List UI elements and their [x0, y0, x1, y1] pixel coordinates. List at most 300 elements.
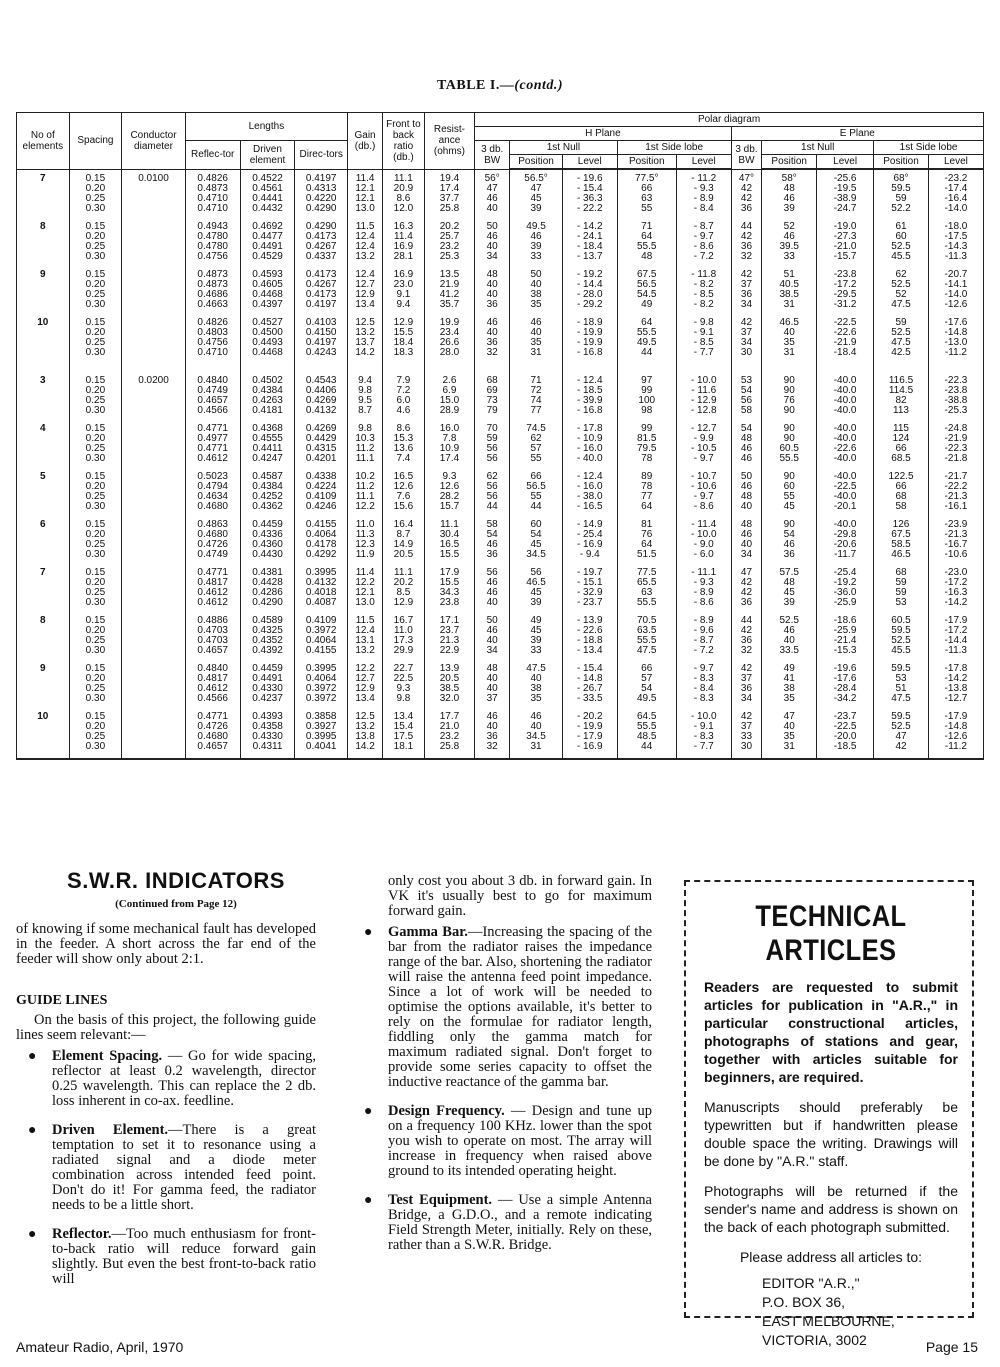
cell-driven: 0.4522 0.4561 0.4441 0.4432 [240, 169, 295, 218]
cell-directors: 0.4173 0.4267 0.4173 0.4197 [295, 266, 348, 314]
table-row [17, 468, 984, 516]
cell-e-bw: 44 42 36 32 [731, 612, 762, 660]
guide-item-test-equipment: ● Test Equipment. — Use a simple Antenna Bridge, a G.D.O., and a remote indicating Field Strength Meter, initially. Rely on these, rather than a S.W.R. Bridge. [364, 1192, 652, 1253]
cell-resistance: 13.5 21.9 41.2 35.7 [424, 266, 474, 314]
header-h-plane: H Plane [475, 127, 731, 141]
cell-h-side-position: 99 81.5 79.5 78 [617, 420, 676, 468]
header-h-null: 1st Null [510, 141, 617, 155]
header-spacing: Spacing [69, 113, 122, 170]
cell-e-bw: 42 37 34 30 [731, 314, 762, 362]
cell-conductor [122, 218, 186, 266]
cell-h-null-position: 46 40 34.5 31 [510, 708, 563, 759]
cell-resistance: 19.4 17.4 37.7 25.8 [424, 169, 474, 218]
cell-directors: 0.4109 0.3972 0.4064 0.4155 [295, 612, 348, 660]
table-body [17, 169, 984, 759]
cell-e-null-level: -25.4 -19.2 -36.0 -25.9 [817, 564, 874, 612]
header-e-null: 1st Null [762, 141, 874, 155]
bullet-icon: ● [364, 925, 373, 940]
bullet-icon: ● [28, 1049, 37, 1064]
cell-driven: 0.4368 0.4555 0.4411 0.4247 [240, 420, 295, 468]
cell-e-null-level: -22.5 -22.6 -21.9 -18.4 [817, 314, 874, 362]
cell-e-side-level: -21.7 -22.2 -21.3 -16.1 [928, 468, 983, 516]
cell-h-bw: 68 69 73 79 [475, 362, 510, 420]
cell-resistance: 13.9 20.5 38.5 32.0 [424, 660, 474, 708]
address-line: EAST MELBOURNE, [762, 1313, 895, 1329]
table-row [17, 362, 984, 420]
cell-spacing: 0.15 0.20 0.25 0.30 [69, 708, 122, 759]
cell-h-side-level: - 10.0 - 9.1 - 8.3 - 7.7 [676, 708, 731, 759]
cell-directors: 0.4269 0.4429 0.4315 0.4201 [295, 420, 348, 468]
header-h-side-level: Level [676, 155, 731, 170]
cell-directors: 0.4103 0.4150 0.4197 0.4243 [295, 314, 348, 362]
cell-h-null-position: 56.5° 47 45 39 [510, 169, 563, 218]
bullet-icon: ● [28, 1227, 37, 1242]
technical-articles-manuscripts: Manuscripts should preferably be typewritten but if handwritten please double space the writing. Drawings will be done by "A.R." staff. [704, 1099, 958, 1169]
table-row [17, 612, 984, 660]
cell-no-elements: 3 [17, 362, 70, 420]
cell-e-side-position: 68° 59.5 59 52.2 [874, 169, 929, 218]
cell-h-null-level: - 19.6 - 15.4 - 36.3 - 22.2 [562, 169, 617, 218]
article-mid-intro: only cost you about 3 db. in forward gain. In VK it's usually best to go for maximum forward gain. [388, 873, 652, 919]
article-intro: of knowing if some mechanical fault has developed in the feeder. A short across the far end of the feeder will show only about 2:1. [16, 921, 316, 967]
header-e-side-position: Position [874, 155, 929, 170]
cell-h-side-level: - 11.8 - 8.2 - 8.5 - 8.2 [676, 266, 731, 314]
cell-front-back: 8.6 15.3 13.6 7.4 [383, 420, 425, 468]
cell-h-bw: 70 59 56 56 [475, 420, 510, 468]
cell-e-null-position: 49 41 38 35 [762, 660, 817, 708]
cell-h-side-position: 71 64 55.5 48 [617, 218, 676, 266]
cell-h-null-level: - 14.2 - 24.1 - 18.4 - 13.7 [562, 218, 617, 266]
table-row [17, 218, 984, 266]
table-row [17, 169, 984, 218]
cell-e-side-position: 68 59 59 53 [874, 564, 929, 612]
guide-list-mid [360, 925, 652, 1253]
header-driven: Driven element [240, 141, 295, 170]
header-resistance: Resist-ance (ohms) [424, 113, 474, 170]
address-line: P.O. BOX 36, [762, 1294, 846, 1310]
guide-item-design-frequency: ● Design Frequency. — Design and tune up on a frequency 100 KHz. lower than the spot you wish to operate on most. The array will increase in frequency when raised above ground to its intended operating height. [364, 1103, 653, 1179]
bullet-icon: ● [364, 1104, 373, 1119]
cell-h-null-level: - 17.8 - 10.9 - 16.0 - 40.0 [562, 420, 617, 468]
cell-spacing: 0.15 0.20 0.25 0.30 [69, 468, 122, 516]
cell-spacing: 0.15 0.20 0.25 0.30 [69, 266, 122, 314]
cell-reflector: 0.4886 0.4703 0.4703 0.4657 [185, 612, 240, 660]
cell-e-null-position: 90 60 55 45 [762, 468, 817, 516]
cell-h-bw: 62 56 56 44 [475, 468, 510, 516]
cell-directors: 0.4543 0.4406 0.4269 0.4132 [295, 362, 348, 420]
cell-resistance: 16.0 7.8 10.9 17.4 [424, 420, 474, 468]
cell-front-back: 16.4 8.7 14.9 20.5 [383, 516, 425, 564]
cell-e-side-level: -20.7 -14.1 -14.0 -12.6 [928, 266, 983, 314]
cell-e-side-level: -23.0 -17.2 -16.3 -14.2 [928, 564, 983, 612]
header-polar: Polar diagram [475, 113, 984, 127]
cell-h-null-position: 46 40 35 31 [510, 314, 563, 362]
cell-h-side-position: 77.5° 66 63 55 [617, 169, 676, 218]
cell-h-side-position: 77.5 65.5 63 55.5 [617, 564, 676, 612]
cell-e-side-position: 62 52.5 52 47.5 [874, 266, 929, 314]
cell-e-null-position: 47 40 35 31 [762, 708, 817, 759]
footer-publication: Amateur Radio, April, 1970 [16, 1339, 184, 1355]
cell-driven: 0.4393 0.4358 0.4330 0.4311 [240, 708, 295, 759]
cell-e-bw: 47° 42 42 36 [731, 169, 762, 218]
cell-e-null-level: -40.0 -40.0 -40.0 -40.0 [817, 362, 874, 420]
cell-conductor [122, 708, 186, 759]
cell-front-back: 11.1 20.9 8.6 12.0 [383, 169, 425, 218]
guide-item-driven-element: ● Driven Element.—There is a great temptation to set it to resonance using a radiated signal and a diode meter combination across intended feed point. Don't do it! For gamma feed, the radiator needs to be a little short. [28, 1122, 316, 1213]
cell-driven: 0.4692 0.4477 0.4491 0.4529 [240, 218, 295, 266]
cell-e-null-position: 90 54 46 36 [762, 516, 817, 564]
antenna-data-table [16, 112, 984, 760]
cell-front-back: 16.3 11.4 16.9 28.1 [383, 218, 425, 266]
cell-driven: 0.4459 0.4336 0.4360 0.4430 [240, 516, 295, 564]
header-h-bw: 3 db. BW [475, 141, 510, 170]
cell-h-null-level: - 18.9 - 19.9 - 19.9 - 16.8 [562, 314, 617, 362]
article-middle-column [360, 874, 652, 1267]
cell-reflector: 0.4826 0.4803 0.4756 0.4710 [185, 314, 240, 362]
cell-no-elements: 10 [17, 314, 70, 362]
cell-spacing: 0.15 0.20 0.25 0.30 [69, 420, 122, 468]
cell-h-bw: 48 40 40 37 [475, 660, 510, 708]
cell-h-bw: 50 46 40 34 [475, 218, 510, 266]
cell-e-side-level: -24.8 -21.9 -22.3 -21.8 [928, 420, 983, 468]
cell-h-null-position: 60 54 45 34.5 [510, 516, 563, 564]
cell-e-side-level: -17.9 -17.2 -14.4 -11.3 [928, 612, 983, 660]
cell-e-side-position: 126 67.5 58.5 46.5 [874, 516, 929, 564]
cell-driven: 0.4459 0.4491 0.4330 0.4237 [240, 660, 295, 708]
cell-spacing: 0.15 0.20 0.25 0.30 [69, 612, 122, 660]
header-conductor: Conductor diameter [122, 113, 186, 170]
cell-e-null-position: 90 90 76 90 [762, 362, 817, 420]
cell-gain: 10.2 11.2 11.1 12.2 [348, 468, 383, 516]
header-e-side-level: Level [928, 155, 983, 170]
cell-conductor [122, 314, 186, 362]
cell-e-null-position: 90 90 60.5 55.5 [762, 420, 817, 468]
cell-e-null-position: 51 40.5 38.5 31 [762, 266, 817, 314]
cell-h-side-level: - 8.9 - 9.6 - 8.7 - 7.2 [676, 612, 731, 660]
cell-no-elements: 9 [17, 266, 70, 314]
cell-h-side-position: 70.5 63.5 55.5 47.5 [617, 612, 676, 660]
cell-e-bw: 53 54 56 58 [731, 362, 762, 420]
cell-h-side-level: - 10.0 - 11.6 - 12.9 - 12.8 [676, 362, 731, 420]
cell-h-side-position: 66 57 54 49.5 [617, 660, 676, 708]
cell-front-back: 12.9 15.5 18.4 18.3 [383, 314, 425, 362]
table-title: TABLE I.—(contd.) [436, 78, 564, 93]
cell-no-elements: 6 [17, 516, 70, 564]
cell-reflector: 0.4771 0.4726 0.4680 0.4657 [185, 708, 240, 759]
cell-e-null-position: 52 46 39.5 33 [762, 218, 817, 266]
guide-item-gamma-bar: ● Gamma Bar.—Increasing the spacing of the bar from the radiator raises the impedance range of the bar. Also, shortening the radiator will raise the antenna feed point impedance. Since a lot of work will be needed to optimise the options available, it's better to rely on the formulae for radiator length, fiddling only the gamma match for maximum radiated signal. Don't forget to provide some series capacity to offset the inductive reactance of the gamma bar. [364, 924, 652, 1090]
cell-e-side-position: 59 52.5 47.5 42.5 [874, 314, 929, 362]
cell-gain: 11.0 11.3 12.3 11.9 [348, 516, 383, 564]
cell-e-bw: 42 37 36 34 [731, 266, 762, 314]
cell-h-side-position: 89 78 77 64 [617, 468, 676, 516]
cell-e-null-level: -25.6 -19.5 -38.9 -24.7 [817, 169, 874, 218]
cell-reflector: 0.5023 0.4794 0.4634 0.4680 [185, 468, 240, 516]
cell-h-null-level: - 13.9 - 22.6 - 18.8 - 13.4 [562, 612, 617, 660]
cell-resistance: 17.9 15.5 34.3 23.8 [424, 564, 474, 612]
cell-no-elements: 10 [17, 708, 70, 759]
cell-h-side-position: 64 55.5 49.5 44 [617, 314, 676, 362]
cell-directors: 0.4155 0.4064 0.4178 0.4292 [295, 516, 348, 564]
cell-e-side-position: 60.5 59.5 52.5 45.5 [874, 612, 929, 660]
cell-h-side-level: - 11.1 - 9.3 - 8.9 - 8.6 [676, 564, 731, 612]
cell-e-null-level: -19.0 -27.3 -21.0 -15.7 [817, 218, 874, 266]
cell-gain: 12.5 13.2 13.7 14.2 [348, 314, 383, 362]
header-h-null-position: Position [510, 155, 563, 170]
cell-e-side-level: -18.0 -17.5 -14.3 -11.3 [928, 218, 983, 266]
cell-e-bw: 44 42 36 32 [731, 218, 762, 266]
cell-gain: 12.4 12.7 12.9 13.4 [348, 266, 383, 314]
cell-e-side-level: -23.2 -17.4 -16.4 -14.0 [928, 169, 983, 218]
cell-spacing: 0.15 0.20 0.25 0.30 [69, 660, 122, 708]
cell-spacing: 0.15 0.20 0.25 0.30 [69, 218, 122, 266]
cell-directors: 0.3858 0.3927 0.3995 0.4041 [295, 708, 348, 759]
header-e-bw: 3 db. BW [731, 141, 762, 170]
cell-resistance: 17.7 21.0 23.2 25.8 [424, 708, 474, 759]
cell-reflector: 0.4873 0.4873 0.4686 0.4663 [185, 266, 240, 314]
cell-reflector: 0.4840 0.4817 0.4612 0.4566 [185, 660, 240, 708]
cell-driven: 0.4587 0.4384 0.4252 0.4362 [240, 468, 295, 516]
header-directors: Direc-tors [295, 141, 348, 170]
header-gain: Gain (db.) [348, 113, 383, 170]
cell-h-null-position: 66 56.5 55 44 [510, 468, 563, 516]
cell-e-bw: 50 46 48 40 [731, 468, 762, 516]
header-lengths: Lengths [185, 113, 347, 141]
table-row [17, 516, 984, 564]
cell-e-null-level: -23.7 -22.5 -20.0 -18.5 [817, 708, 874, 759]
cell-resistance: 9.3 12.6 28.2 15.7 [424, 468, 474, 516]
cell-e-side-position: 61 60 52.5 45.5 [874, 218, 929, 266]
cell-h-side-position: 81 76 64 51.5 [617, 516, 676, 564]
cell-h-null-position: 50 40 38 35 [510, 266, 563, 314]
cell-directors: 0.4197 0.4313 0.4220 0.4290 [295, 169, 348, 218]
cell-conductor: 0.0200 [122, 362, 186, 420]
cell-e-side-position: 59.5 52.5 47 42 [874, 708, 929, 759]
cell-e-bw: 54 48 46 46 [731, 420, 762, 468]
cell-e-side-level: -17.8 -14.2 -13.8 -12.7 [928, 660, 983, 708]
cell-resistance: 20.2 25.7 23.2 25.3 [424, 218, 474, 266]
cell-front-back: 16.7 11.0 17.3 29.9 [383, 612, 425, 660]
table-row [17, 564, 984, 612]
cell-no-elements: 8 [17, 612, 70, 660]
cell-conductor [122, 266, 186, 314]
cell-e-side-level: -23.9 -21.3 -16.7 -10.6 [928, 516, 983, 564]
header-reflector: Reflec-tor [185, 141, 240, 170]
cell-spacing: 0.15 0.20 0.25 0.30 [69, 564, 122, 612]
cell-e-null-level: -19.6 -17.6 -28.4 -34.2 [817, 660, 874, 708]
cell-directors: 0.4290 0.4173 0.4267 0.4337 [295, 218, 348, 266]
cell-e-side-position: 59.5 53 51 47.5 [874, 660, 929, 708]
cell-reflector: 0.4826 0.4873 0.4710 0.4710 [185, 169, 240, 218]
guide-item-reflector: ● Reflector.—Too much enthusiasm for front-to-back ratio will reduce forward gain slightly. But even the best front-to-back ratio will [28, 1226, 316, 1287]
cell-directors: 0.3995 0.4064 0.3972 0.3972 [295, 660, 348, 708]
cell-front-back: 16.9 23.0 9.1 9.4 [383, 266, 425, 314]
cell-gain: 11.5 12.4 12.4 13.2 [348, 218, 383, 266]
cell-h-side-level: - 11.2 - 9.3 - 8.9 - 8.4 [676, 169, 731, 218]
cell-no-elements: 8 [17, 218, 70, 266]
cell-e-bw: 47 42 42 36 [731, 564, 762, 612]
article-left-column [16, 868, 316, 1301]
cell-e-side-level: -17.9 -14.8 -12.6 -11.2 [928, 708, 983, 759]
cell-conductor [122, 660, 186, 708]
address-line: VICTORIA, 3002 [762, 1332, 867, 1348]
cell-directors: 0.3995 0.4132 0.4018 0.4087 [295, 564, 348, 612]
header-h-null-level: Level [562, 155, 617, 170]
cell-e-null-level: -23.8 -17.2 -29.5 -31.2 [817, 266, 874, 314]
cell-resistance: 19.9 23.4 26.6 28.0 [424, 314, 474, 362]
cell-h-null-level: - 15.4 - 14.8 - 26.7 - 33.5 [562, 660, 617, 708]
cell-e-side-level: -17.6 -14.8 -13.0 -11.2 [928, 314, 983, 362]
cell-h-side-position: 64.5 55.5 48.5 44 [617, 708, 676, 759]
cell-h-bw: 56 46 46 40 [475, 564, 510, 612]
cell-driven: 0.4381 0.4428 0.4286 0.4290 [240, 564, 295, 612]
cell-h-side-level: - 9.7 - 8.3 - 8.4 - 8.3 [676, 660, 731, 708]
header-h-side: 1st Side lobe [617, 141, 731, 155]
cell-e-null-position: 46.5 40 35 31 [762, 314, 817, 362]
guide-item-element-spacing: ● Element Spacing. — Go for wide spacing, reflector at least 0.2 wavelength, director 0.25 wavelength. This can replace the 2 db. loss inherent in co-ax. feedline. [28, 1048, 317, 1109]
cell-h-null-position: 74.5 62 57 55 [510, 420, 563, 468]
cell-e-side-position: 122.5 66 68 58 [874, 468, 929, 516]
cell-front-back: 13.4 15.4 17.5 18.1 [383, 708, 425, 759]
cell-e-null-level: -18.6 -25.9 -21.4 -15.3 [817, 612, 874, 660]
cell-driven: 0.4527 0.4500 0.4493 0.4468 [240, 314, 295, 362]
cell-e-side-position: 116.5 114.5 82 113 [874, 362, 929, 420]
cell-h-null-position: 49.5 46 39 33 [510, 218, 563, 266]
cell-h-null-level: - 14.9 - 25.4 - 16.9 - 9.4 [562, 516, 617, 564]
cell-e-side-level: -22.3 -23.8 -38.8 -25.3 [928, 362, 983, 420]
cell-e-null-level: -40.0 -22.5 -40.0 -20.1 [817, 468, 874, 516]
cell-h-null-level: - 19.2 - 14.4 - 28.0 - 29.2 [562, 266, 617, 314]
guide-lines-heading: GUIDE LINES [16, 993, 108, 1008]
cell-h-side-level: - 9.8 - 9.1 - 8.5 - 7.7 [676, 314, 731, 362]
cell-gain: 9.8 10.3 11.2 11.1 [348, 420, 383, 468]
cell-e-null-position: 57.5 48 45 39 [762, 564, 817, 612]
cell-no-elements: 4 [17, 420, 70, 468]
header-front-back: Front to back ratio (db.) [383, 113, 425, 170]
cell-gain: 9.4 9.8 9.5 8.7 [348, 362, 383, 420]
cell-h-side-position: 67.5 56.5 54.5 49 [617, 266, 676, 314]
cell-reflector: 0.4863 0.4680 0.4726 0.4749 [185, 516, 240, 564]
cell-h-bw: 46 40 36 32 [475, 314, 510, 362]
cell-h-bw: 58 54 46 36 [475, 516, 510, 564]
cell-spacing: 0.15 0.20 0.25 0.30 [69, 169, 122, 218]
cell-front-back: 7.9 7.2 6.0 4.6 [383, 362, 425, 420]
cell-e-null-level: -40.0 -29.8 -20.6 -11.7 [817, 516, 874, 564]
cell-e-null-position: 52.5 46 40 33.5 [762, 612, 817, 660]
cell-reflector: 0.4943 0.4780 0.4780 0.4756 [185, 218, 240, 266]
cell-e-bw: 48 46 40 34 [731, 516, 762, 564]
cell-h-bw: 50 46 40 34 [475, 612, 510, 660]
table-row [17, 420, 984, 468]
cell-h-null-position: 71 72 74 77 [510, 362, 563, 420]
header-h-side-position: Position [617, 155, 676, 170]
cell-driven: 0.4589 0.4325 0.4352 0.4392 [240, 612, 295, 660]
cell-h-null-level: - 12.4 - 18.5 - 39.9 - 16.8 [562, 362, 617, 420]
technical-articles-title: TECHNICAL ARTICLES [755, 900, 907, 967]
cell-no-elements: 7 [17, 564, 70, 612]
cell-reflector: 0.4771 0.4817 0.4612 0.4612 [185, 564, 240, 612]
cell-h-side-level: - 8.7 - 9.7 - 8.6 - 7.2 [676, 218, 731, 266]
footer-page-number: Page 15 [925, 1339, 978, 1355]
table-row [17, 660, 984, 708]
technical-articles-request: Readers are requested to submit articles for publication in "A.R.," in particular constructional articles, photographs of stations and gear, together with articles suitable for beginners, are required. [704, 979, 958, 1085]
cell-h-side-level: - 12.7 - 9.9 - 10.5 - 9.7 [676, 420, 731, 468]
cell-h-null-level: - 12.4 - 16.0 - 38.0 - 16.5 [562, 468, 617, 516]
cell-e-side-position: 115 124 66 68.5 [874, 420, 929, 468]
bullet-icon: ● [364, 1193, 373, 1208]
cell-resistance: 11.1 30.4 16.5 15.5 [424, 516, 474, 564]
cell-driven: 0.4502 0.4384 0.4263 0.4181 [240, 362, 295, 420]
cell-e-bw: 42 37 33 30 [731, 708, 762, 759]
cell-front-back: 16.5 12.6 7.6 15.6 [383, 468, 425, 516]
address-line: EDITOR "A.R.," [762, 1275, 860, 1291]
header-e-side: 1st Side lobe [874, 141, 984, 155]
cell-reflector: 0.4840 0.4749 0.4657 0.4566 [185, 362, 240, 420]
table-row [17, 708, 984, 759]
cell-h-bw: 46 40 36 32 [475, 708, 510, 759]
table-row [17, 266, 984, 314]
cell-conductor [122, 612, 186, 660]
cell-front-back: 22.7 22.5 9.3 9.8 [383, 660, 425, 708]
cell-gain: 12.5 13.2 13.8 14.2 [348, 708, 383, 759]
cell-h-bw: 56° 47 46 40 [475, 169, 510, 218]
technical-articles-address-intro: Please address all articles to: [739, 1249, 923, 1265]
cell-h-bw: 48 40 40 36 [475, 266, 510, 314]
cell-spacing: 0.15 0.20 0.25 0.30 [69, 516, 122, 564]
cell-h-null-level: - 19.7 - 15.1 - 32.9 - 23.7 [562, 564, 617, 612]
cell-h-side-position: 97 99 100 98 [617, 362, 676, 420]
cell-conductor [122, 468, 186, 516]
header-e-plane: E Plane [731, 127, 983, 141]
cell-gain: 11.4 12.2 12.1 13.0 [348, 564, 383, 612]
cell-conductor [122, 420, 186, 468]
cell-conductor: 0.0100 [122, 169, 186, 218]
bullet-icon: ● [28, 1123, 37, 1138]
cell-conductor [122, 564, 186, 612]
cell-gain: 11.4 12.1 12.1 13.0 [348, 169, 383, 218]
cell-no-elements: 9 [17, 660, 70, 708]
cell-e-bw: 42 37 36 34 [731, 660, 762, 708]
cell-no-elements: 5 [17, 468, 70, 516]
cell-e-null-level: -40.0 -40.0 -22.6 -40.0 [817, 420, 874, 468]
cell-h-null-position: 56 46.5 45 39 [510, 564, 563, 612]
cell-no-elements: 7 [17, 169, 70, 218]
cell-gain: 11.5 12.4 13.1 13.2 [348, 612, 383, 660]
cell-h-side-level: - 11.4 - 10.0 - 9.0 - 6.0 [676, 516, 731, 564]
guide-list-left [16, 1049, 316, 1287]
article-title: S.W.R. INDICATORS [67, 868, 285, 893]
technical-articles-photographs: Photographs will be returned if the sender's name and address is shown on the back of each photograph submitted. [704, 1183, 958, 1235]
cell-front-back: 11.1 20.2 8.5 12.9 [383, 564, 425, 612]
cell-conductor [122, 516, 186, 564]
cell-driven: 0.4593 0.4605 0.4468 0.4397 [240, 266, 295, 314]
table-row [17, 314, 984, 362]
cell-gain: 12.2 12.7 12.9 13.4 [348, 660, 383, 708]
header-e-null-level: Level [817, 155, 874, 170]
cell-reflector: 0.4771 0.4977 0.4771 0.4612 [185, 420, 240, 468]
header-no-elements: No of elements [17, 113, 70, 170]
cell-e-null-position: 58° 48 46 39 [762, 169, 817, 218]
cell-spacing: 0.15 0.20 0.25 0.30 [69, 314, 122, 362]
guide-lines-intro: On the basis of this project, the following guide lines seem relevant:— [16, 1012, 316, 1043]
cell-resistance: 17.1 23.7 21.3 22.9 [424, 612, 474, 660]
cell-h-null-position: 49 45 39 33 [510, 612, 563, 660]
header-e-null-position: Position [762, 155, 817, 170]
cell-h-null-position: 47.5 40 38 35 [510, 660, 563, 708]
cell-h-side-level: - 10.7 - 10.6 - 9.7 - 8.6 [676, 468, 731, 516]
cell-resistance: 2.6 6.9 15.0 28.9 [424, 362, 474, 420]
cell-h-null-level: - 20.2 - 19.9 - 17.9 - 16.9 [562, 708, 617, 759]
